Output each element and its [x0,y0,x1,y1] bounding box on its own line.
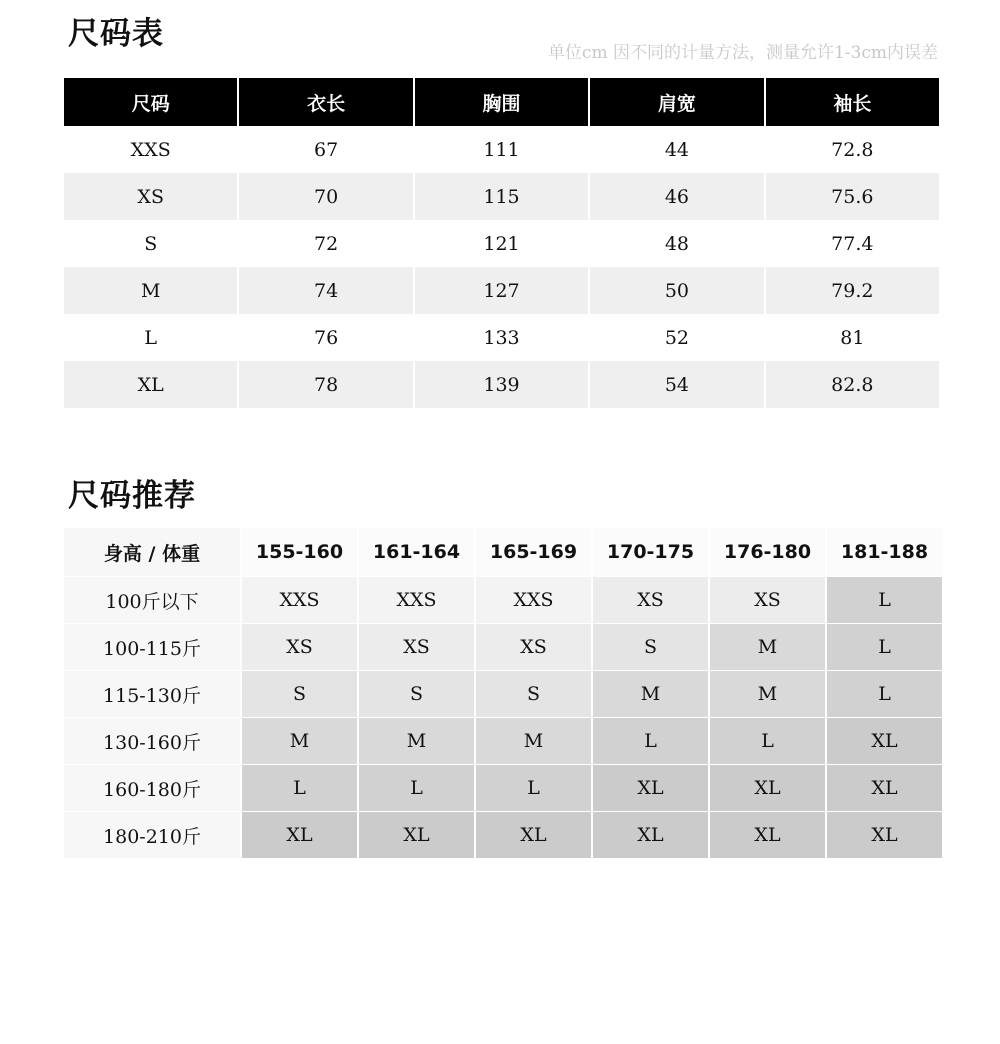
table-cell: 75.6 [766,173,939,220]
recommended-size-cell: XXS [242,577,357,623]
table-row [64,220,939,267]
table-cell: 48 [590,220,763,267]
table-cell: 115 [415,173,588,220]
table-cell: 76 [239,314,412,361]
table-cell: 72.8 [766,126,939,173]
recommended-size-cell: XL [593,812,708,858]
table-cell: 44 [590,126,763,173]
table-row [64,361,939,408]
recommended-size-cell: M [476,718,591,764]
recommended-size-cell: M [710,671,825,717]
table-cell: 70 [239,173,412,220]
recommended-size-cell: XL [827,812,942,858]
recommended-size-cell: XS [710,577,825,623]
weight-label: 180-210斤 [64,812,240,858]
recommended-size-cell: S [359,671,474,717]
recommended-size-cell: L [359,765,474,811]
weight-label: 100斤以下 [64,577,240,623]
table-cell: 77.4 [766,220,939,267]
height-header: 161-164 [359,528,474,576]
size-chart-title: 尺码表 [68,16,164,52]
recommended-size-cell: L [710,718,825,764]
table-row [64,126,939,173]
recommendation-table [64,528,938,858]
recommended-size-cell: XS [359,624,474,670]
table-cell: 52 [590,314,763,361]
size-chart-header-row [64,78,939,126]
recommended-size-cell: L [827,624,942,670]
header-size: 尺码 [64,78,237,126]
recommended-size-cell: XL [593,765,708,811]
table-cell: 54 [590,361,763,408]
recommended-size-cell: M [710,624,825,670]
height-header: 165-169 [476,528,591,576]
recommended-size-cell: L [827,671,942,717]
table-cell: 74 [239,267,412,314]
height-header: 181-188 [827,528,942,576]
recommended-size-cell: M [242,718,357,764]
table-cell: 50 [590,267,763,314]
weight-label: 130-160斤 [64,718,240,764]
recommended-size-cell: L [476,765,591,811]
table-cell: XL [64,361,237,408]
table-cell: 72 [239,220,412,267]
recommended-size-cell: XS [593,577,708,623]
recommended-size-cell: S [476,671,591,717]
table-cell: 121 [415,220,588,267]
size-chart-table [64,78,939,408]
recommended-size-cell: XXS [359,577,474,623]
table-cell: 78 [239,361,412,408]
table-cell: S [64,220,237,267]
recommended-size-cell: XL [827,765,942,811]
recommendation-title: 尺码推荐 [68,478,196,514]
table-cell: XS [64,173,237,220]
recommended-size-cell: XL [359,812,474,858]
recommended-size-cell: XL [710,812,825,858]
table-row [64,173,939,220]
table-cell: 46 [590,173,763,220]
recommended-size-cell: XS [476,624,591,670]
height-header: 155-160 [242,528,357,576]
weight-label: 160-180斤 [64,765,240,811]
recommended-size-cell: XL [710,765,825,811]
table-cell: 79.2 [766,267,939,314]
recommended-size-cell: XXS [476,577,591,623]
table-cell: 127 [415,267,588,314]
table-cell: 82.8 [766,361,939,408]
corner-label: 身高 / 体重 [64,528,240,576]
measurement-note: 单位cm 因不同的计量方法，测量允许1-3cm内误差 [547,43,938,63]
table-cell: 139 [415,361,588,408]
recommended-size-cell: S [593,624,708,670]
header-sleeve: 袖长 [766,78,939,126]
table-cell: 133 [415,314,588,361]
table-cell: 81 [766,314,939,361]
recommended-size-cell: M [593,671,708,717]
height-header: 176-180 [710,528,825,576]
height-header: 170-175 [593,528,708,576]
table-cell: XXS [64,126,237,173]
recommended-size-cell: XL [476,812,591,858]
table-row [64,267,939,314]
table-cell: 111 [415,126,588,173]
recommended-size-cell: L [242,765,357,811]
header-length: 衣长 [239,78,412,126]
recommended-size-cell: XS [242,624,357,670]
recommended-size-cell: S [242,671,357,717]
recommended-size-cell: L [593,718,708,764]
table-cell: M [64,267,237,314]
recommended-size-cell: L [827,577,942,623]
header-chest: 胸围 [415,78,588,126]
table-cell: L [64,314,237,361]
recommended-size-cell: XL [827,718,942,764]
weight-label: 100-115斤 [64,624,240,670]
recommended-size-cell: M [359,718,474,764]
table-cell: 67 [239,126,412,173]
header-shoulder: 肩宽 [590,78,763,126]
table-row [64,314,939,361]
weight-label: 115-130斤 [64,671,240,717]
recommended-size-cell: XL [242,812,357,858]
